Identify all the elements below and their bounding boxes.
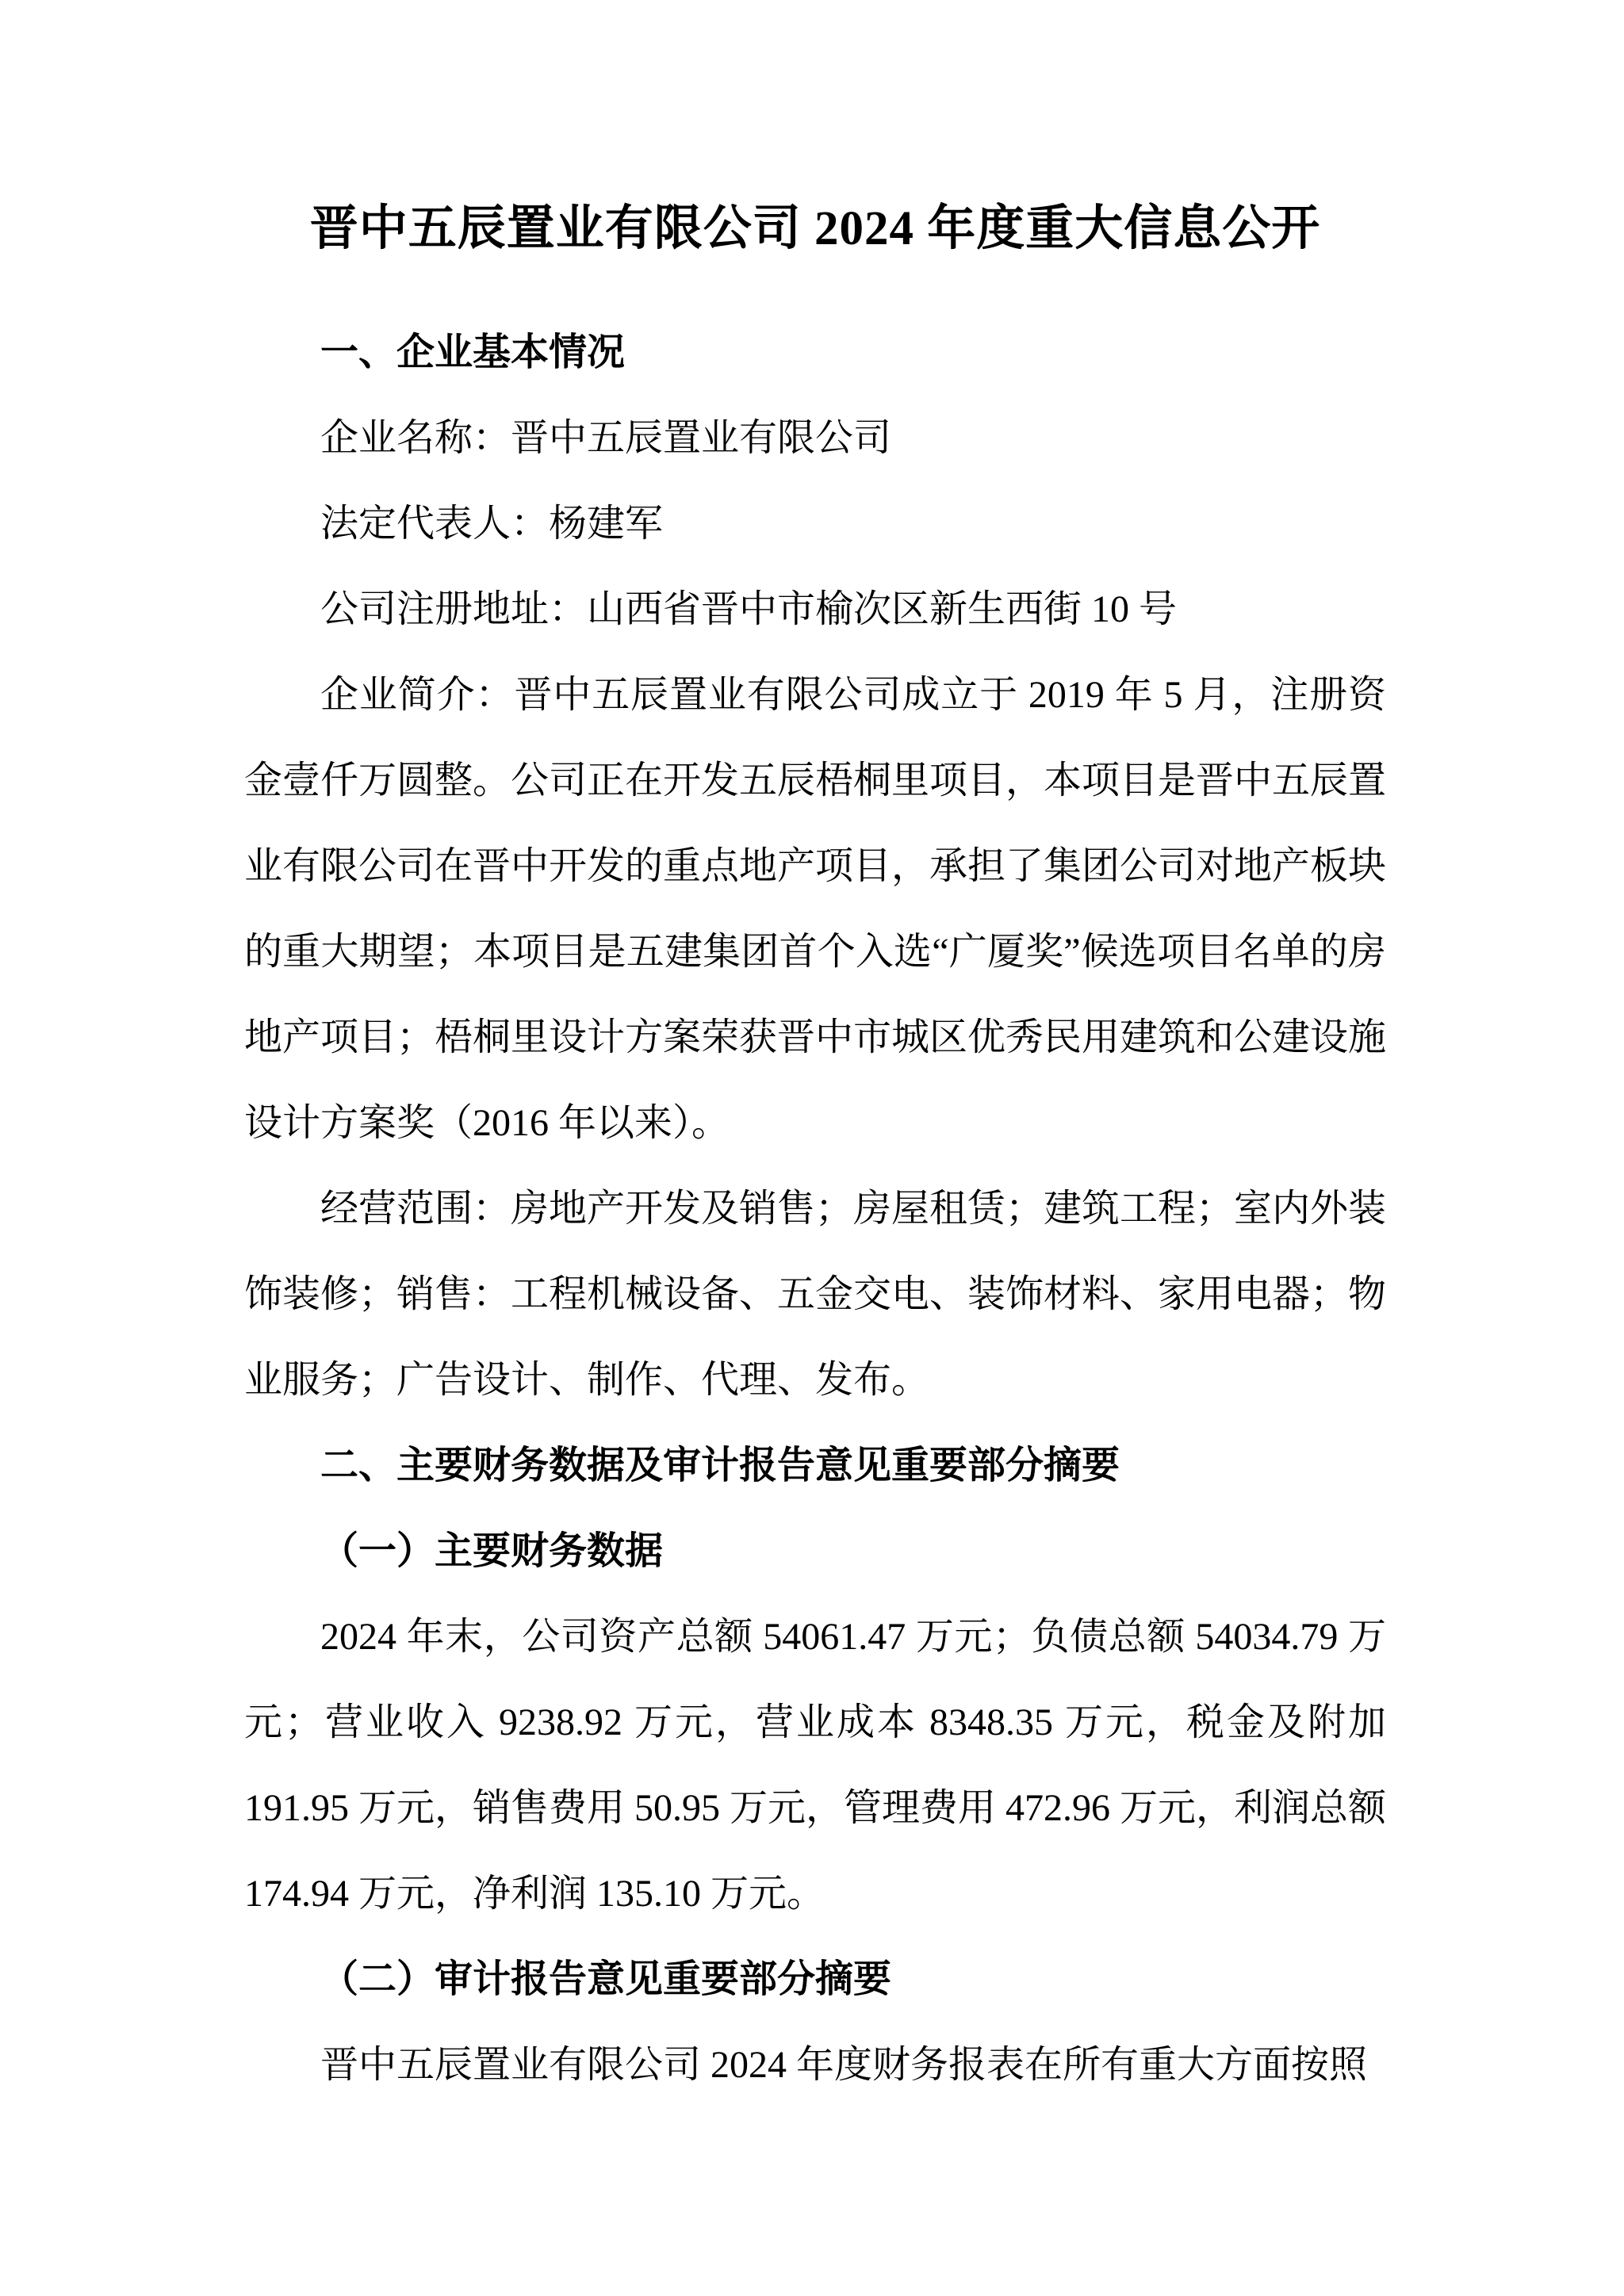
section-heading: 一、企业基本情况 — [320, 331, 626, 373]
body-paragraph: 企业简介：晋中五辰置业有限公司成立于 2019 年 5 月，注册资金壹仟万圆整。公司正在开发五辰梧桐里项目，本项目是晋中五辰置业有限公司在晋中开发的重点地产项目，承担了集团公司对地产板块的重大期望；本项目是五建集团首个入选“广厦奖”候选项目名单的房地产项目；梧桐里设计方案荣获晋中市城区优秀民用建筑和公建设施设计方案奖（2016 年以来）。 — [244, 674, 1387, 1144]
section-heading: （二）审计报告意见重要部分摘要 — [320, 1958, 892, 2000]
section-heading: 二、主要财务数据及审计报告意见重要部分摘要 — [320, 1445, 1120, 1487]
body-paragraph: 法定代表人：杨建军 — [320, 503, 664, 545]
section-heading: （一）主要财务数据 — [320, 1530, 664, 1572]
body-paragraph: 经营范围：房地产开发及销售；房屋租赁；建筑工程；室内外装饰装修；销售：工程机械设备、五金交电、装饰材料、家用电器；物业服务；广告设计、制作、代理、发布。 — [244, 1188, 1387, 1401]
body-paragraph: 晋中五辰置业有限公司 2024 年度财务报表在所有重大方面按照 — [320, 2044, 1368, 2086]
document-body — [244, 310, 1386, 2108]
body-paragraph: 公司注册地址：山西省晋中市榆次区新生西街 10 号 — [320, 588, 1178, 630]
document-title: 晋中五辰置业有限公司 2024 年度重大信息公开 — [309, 202, 1321, 255]
body-paragraph: 2024 年末，公司资产总额 54061.47 万元；负债总额 54034.79 万元；营业收入 9238.92 万元，营业成本 8348.35 万元，税金及附加 191.95 万元，销售费用 50.95 万元，管理费用 472.96 万元，利润总额 174.94 万元，净利润 135.10 万元。 — [244, 1616, 1387, 1915]
body-paragraph: 企业名称：晋中五辰置业有限公司 — [320, 417, 892, 459]
